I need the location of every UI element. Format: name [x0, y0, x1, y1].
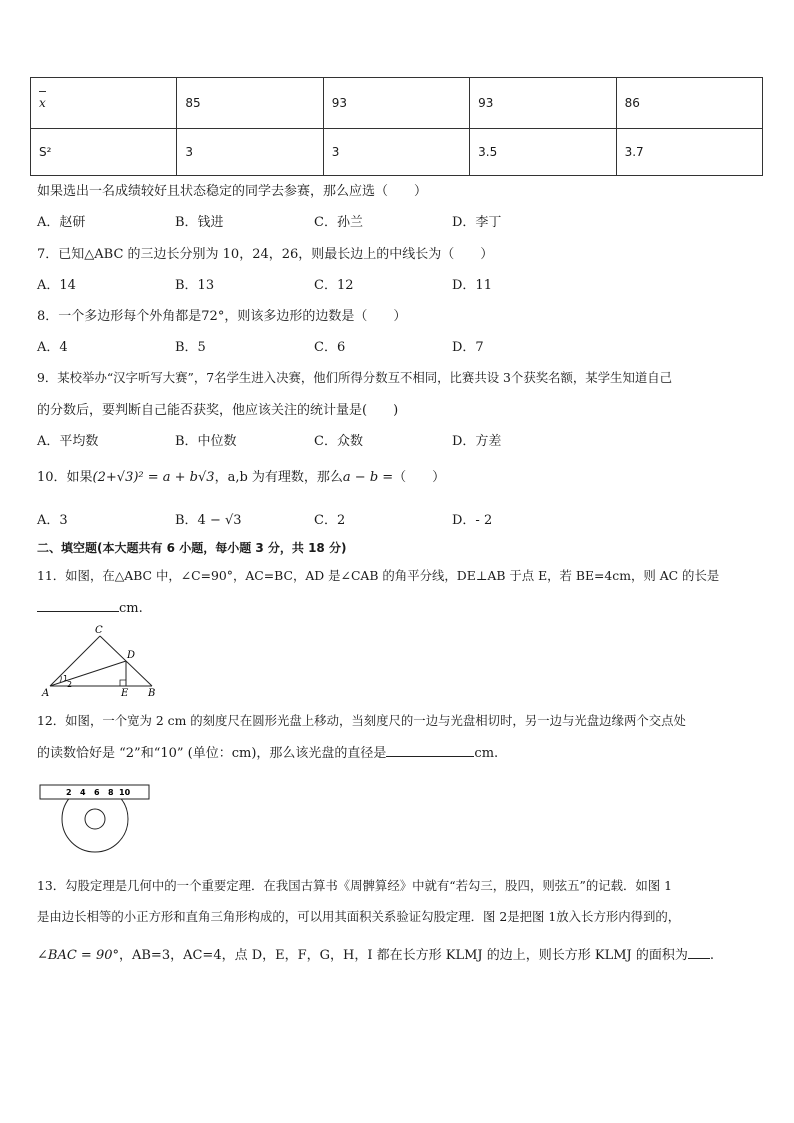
q12-stem-line2	[37, 742, 498, 761]
table-row-label: x	[31, 78, 177, 129]
q10-option-c: C．2	[314, 513, 346, 528]
table-cell: 93	[323, 78, 469, 129]
q10-option-a: A．3	[37, 513, 68, 528]
q6-option-b: B．钱进	[175, 215, 224, 230]
q12-ruler-disc-figure	[37, 782, 157, 854]
q6-option-a: A．赵研	[37, 215, 86, 230]
q13-stem-line2: 是由边长相等的小正方形和直角三角形构成的，可以用其面积关系验证勾股定理．图 2是把图 1放入长方形内得到的，	[37, 909, 681, 924]
q8-stem: 8．一个多边形每个外角都是72°，则该多边形的边数是（ ）	[37, 309, 407, 324]
q10-middle: ，a,b 为有理数，那么	[214, 470, 343, 485]
q13-stem-text: ，AB=3，AC=4，点 D，E，F，G，H，I 都在长方形 KLMJ 的边上，则长方形 KLMJ 的面积为	[118, 948, 688, 963]
q8-option-a: A．4	[37, 340, 68, 355]
q9-option-d: D．方差	[452, 434, 502, 449]
table-cell: 3	[177, 129, 323, 176]
label-d: D	[127, 650, 136, 661]
tick-6: 6	[94, 788, 100, 797]
q13-angle: ∠BAC = 90°	[37, 948, 119, 963]
q7-option-a: A．14	[37, 278, 76, 293]
table-row	[31, 129, 763, 176]
label-angle-2: 2	[67, 680, 73, 689]
label-angle-1: 1	[63, 674, 69, 683]
q13-end: .	[709, 948, 715, 963]
q12-stem-line1: 12．如图，一个宽为 2 cm 的刻度尺在圆形光盘上移动，当刻度尺的一边与光盘相切时，另一边与光盘边缘两个交点处	[37, 713, 686, 728]
q11-answer-blank	[37, 597, 119, 612]
q10-suffix: （ ）	[393, 470, 446, 485]
q10-stem	[37, 466, 445, 485]
q11-stem-line2	[37, 597, 143, 616]
q8-option-c: C．6	[314, 340, 346, 355]
q10-formula: (2+√3)² = a + b√3	[92, 470, 215, 485]
q6-option-d: D．李丁	[452, 215, 502, 230]
q7-option-b: B．13	[175, 278, 215, 293]
table-cell: 93	[470, 78, 616, 129]
table-cell: 86	[616, 78, 762, 129]
table-cell: 85	[177, 78, 323, 129]
label-c: C	[95, 625, 103, 636]
segment-ad	[50, 661, 126, 686]
side-ac	[50, 636, 100, 686]
q11-unit: cm.	[119, 601, 143, 616]
label-e: E	[121, 688, 129, 699]
q11-triangle-figure	[40, 622, 165, 700]
q10-option-d: D．- 2	[452, 513, 493, 528]
q13-answer-blank	[688, 944, 710, 959]
q13-stem-line1: 13．勾股定理是几何中的一个重要定理．在我国古算书《周髀算经》中就有“若勾三，股四，则弦五”的记载．如图 1	[37, 878, 673, 893]
q9-stem-line1: 9．某校举办“汉字听写大赛”，7名学生进入决赛，他们所得分数互不相同，比赛共设 3个获奖名额，某学生知道自己	[37, 370, 673, 385]
q7-option-c: C．12	[314, 278, 354, 293]
label-b: B	[148, 688, 156, 699]
q9-stem-line2: 的分数后，要判断自己能否获奖，他应该关注的统计量是( )	[37, 403, 399, 418]
tick-4: 4	[80, 788, 86, 797]
tick-10: 10	[119, 788, 131, 797]
table-cell: 3.7	[616, 129, 762, 176]
q11-stem-line1: 11．如图，在△ABC 中，∠C=90°，AC=BC，AD 是∠CAB 的角平分线，DE⊥AB 于点 E，若 BE=4cm，则 AC 的长是	[37, 568, 720, 583]
q13-stem-line3	[37, 944, 714, 963]
q9-option-c: C．众数	[314, 434, 363, 449]
label-a: A	[42, 688, 50, 699]
tick-2: 2	[66, 788, 72, 797]
q9-option-b: B．中位数	[175, 434, 237, 449]
q7-option-d: D．11	[452, 278, 492, 293]
right-angle-mark	[120, 680, 126, 686]
stats-table	[30, 77, 763, 176]
q12-answer-blank	[386, 742, 474, 757]
table-cell: 3.5	[470, 129, 616, 176]
q12-unit: cm.	[474, 746, 499, 761]
section-title: 二、填空题(本大题共有 6 小题，每小题 3 分，共 18 分)	[37, 541, 347, 555]
table-row-label: S²	[31, 129, 177, 176]
q10-expression: a − b =	[342, 470, 394, 485]
tick-8: 8	[108, 788, 114, 797]
q6-option-c: C．孙兰	[314, 215, 363, 230]
table-row	[31, 78, 763, 129]
table-cell: 3	[323, 129, 469, 176]
disc-hole	[85, 809, 105, 829]
q12-stem-text: 的读数恰好是 “2”和“10” (单位：cm)，那么该光盘的直径是	[37, 746, 387, 761]
angle-arc	[60, 676, 61, 682]
q6-stem: 如果选出一名成绩较好且状态稳定的同学去参赛，那么应选（ ）	[37, 184, 428, 199]
q8-option-d: D．7	[452, 340, 484, 355]
q10-option-b: B．4 − √3	[175, 513, 242, 528]
q8-option-b: B．5	[175, 340, 206, 355]
q9-option-a: A．平均数	[37, 434, 99, 449]
q10-prefix: 10．如果	[37, 470, 93, 485]
q7-stem: 7．已知△ABC 的三边长分别为 10，24，26，则最长边上的中线长为（ ）	[37, 247, 494, 262]
